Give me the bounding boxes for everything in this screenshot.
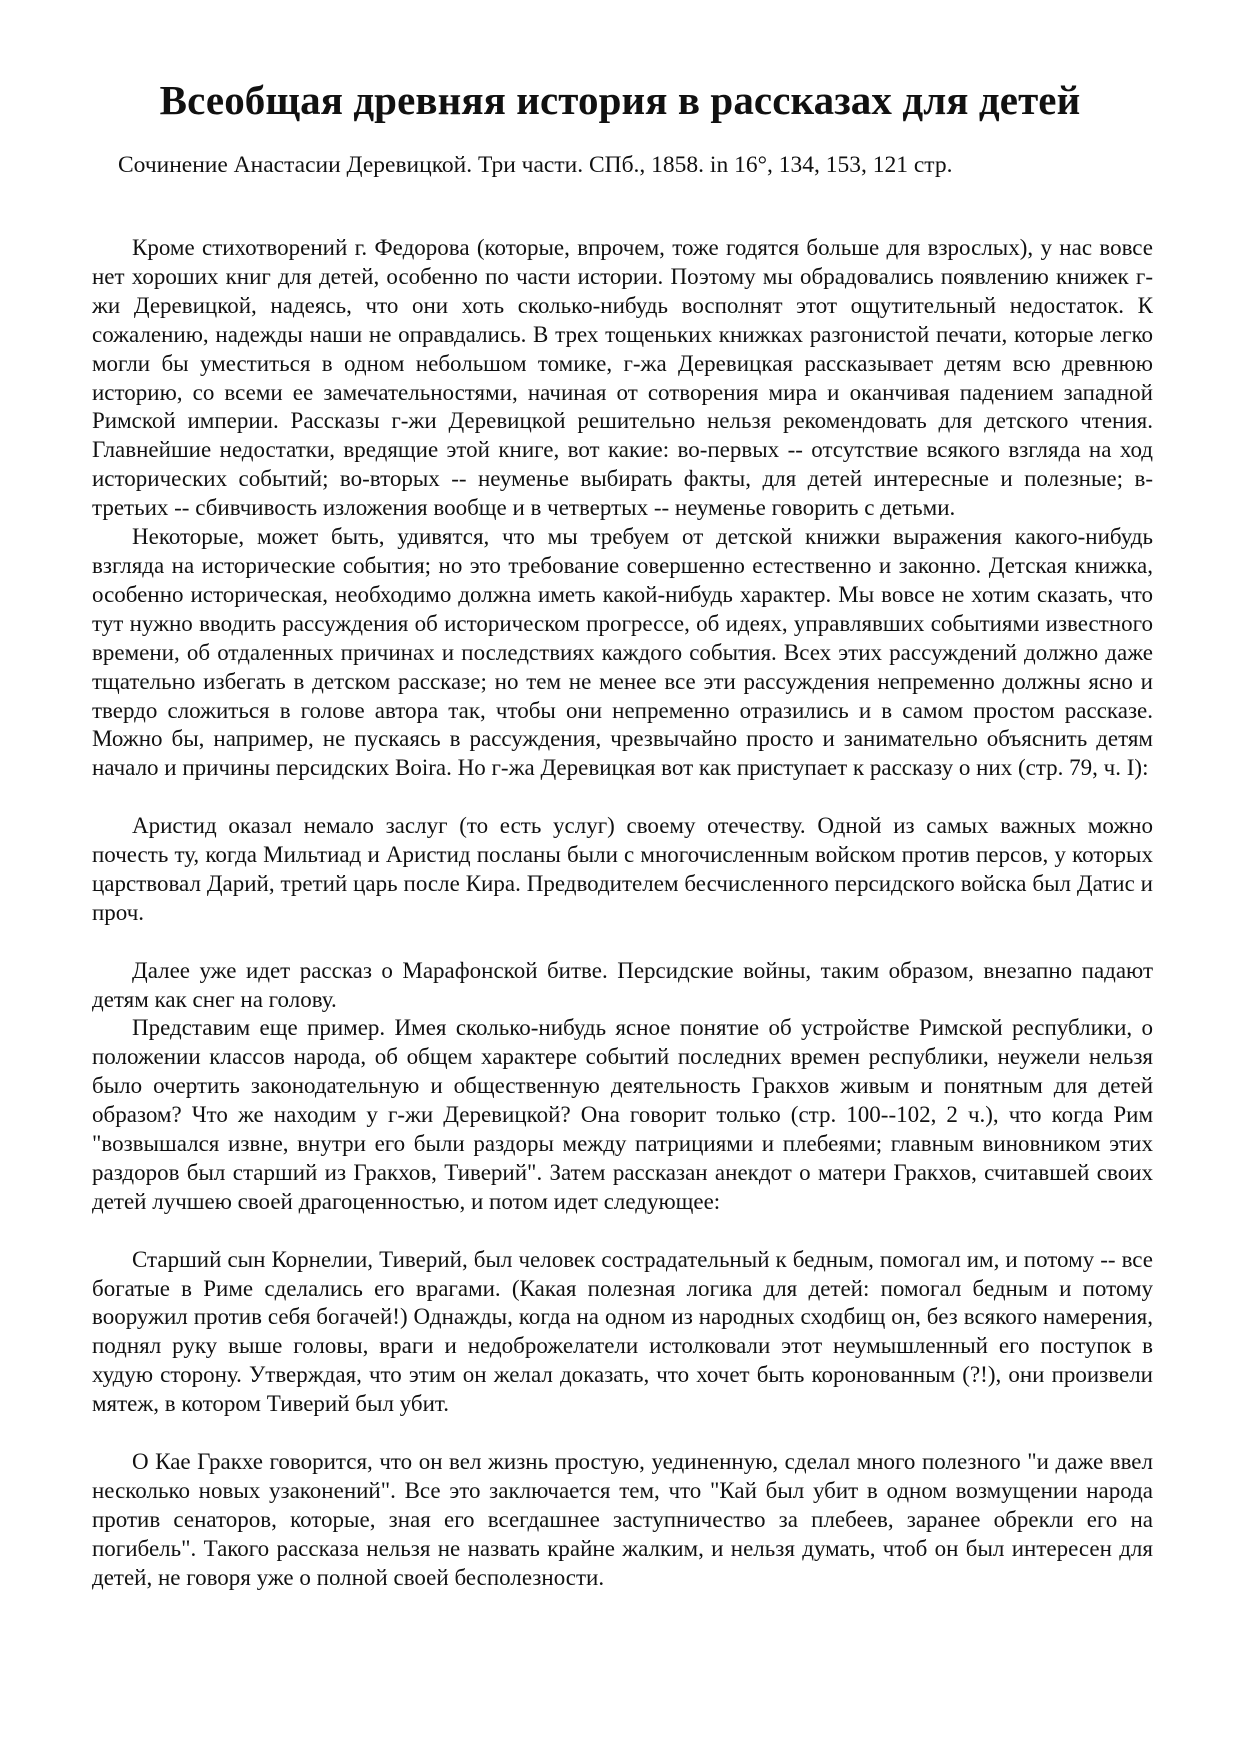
paragraph: Представим еще пример. Имея сколько-нибудь ясное понятие об устройстве Римской республики, о положении классов народа, об общем характере событий последних времен республики, неужели нельзя было очертить законодательную и общественную деятельность Гракхов живым и понятным для детей образом? Что же находим у г-жи Деревицкой? Она говорит только (стр. 100--102, 2 ч.), что когда Рим "возвышался извне, внутри его были раздоры между патрициями и плебеями; главным виновником этих раздоров был старший из Гракхов, Тиверий". Затем рассказан анекдот о матери Гракхов, считавшей своих детей лучшею своей драгоценностью, и потом идет следующее:: [92, 1015, 1153, 1214]
paragraph: Некоторые, может быть, удивятся, что мы требуем от детской книжки выражения какого-нибудь взгляда на исторические события; но это требование совершенно естественно и законно. Детская книжка, особенно историческая, необходимо должна иметь какой-нибудь характер. Мы вовсе не хотим сказать, что тут нужно вводить рассуждения об историческом прогрессе, об идеях, управлявших событиями известного времени, об отдаленных причинах и последствиях каждого события. Всех этих рассуждений должно даже тщательно избегать в детском рассказе; но тем не менее все эти рассуждения непременно должны ясно и твердо сложиться в голове автора так, чтобы они непременно отразились и в самом простом рассказе. Можно бы, например, не пускаясь в рассуждения, чрезвычайно просто и занимательно объяснить детям начало и причины персидских Boira. Но г-жа Деревицкая вот как приступает к рассказу о них (стр. 79, ч. I):: [92, 524, 1153, 781]
quote-paragraph: Аристид оказал немало заслуг (то есть услуг) своему отечеству. Одной из самых важных можно почесть ту, когда Мильтиад и Аристид посланы были с многочисленным войском против персов, у которых царствовал Дарий, третий царь после Кира. Предводителем бесчисленного персидского войска был Датис и проч.: [92, 813, 1153, 925]
document-title: Всеобщая древняя история в рассказах для детей: [159, 77, 1081, 123]
document-body: [92, 234, 1153, 1593]
paragraph: О Кае Гракхе говорится, что он вел жизнь простую, уединенную, сделал много полезного "и даже ввел несколько новых узаконений". Все это заключается тем, что "Кай был убит в одном возмущении народа против сенаторов, которые, зная его всегдашнее заступничество за плебеев, заранее обрекли его на погибель". Такого рассказа нельзя не назвать крайне жалким, и нельзя думать, чтоб он был интересен для детей, не говоря уже о полной своей бесполезности.: [92, 1449, 1153, 1590]
paragraph: Далее уже идет рассказ о Марафонской битве. Персидские войны, таким образом, внезапно падают детям как снег на голову.: [92, 957, 1153, 1012]
quote-paragraph: Старший сын Корнелии, Тиверий, был человек сострадательный к бедным, помогал им, и потому -- все богатые в Риме сделались его врагами. (Какая полезная логика для детей: помогал бедным и потому вооружил против себя богачей!) Однажды, когда на одном из народных сходбищ он, без всякого намерения, поднял руку выше головы, враги и недоброжелатели истолковали этот неумышленный его поступок в худую сторону. Утверждая, что этим он желал доказать, что хочет быть коронованным (?!), они произвели мятеж, в котором Тиверий был убит.: [92, 1246, 1153, 1417]
paragraph: Кроме стихотворений г. Федорова (которые, впрочем, тоже годятся больше для взрослых), у нас вовсе нет хороших книг для детей, особенно по части истории. Поэтому мы обрадовались появлению книжек г-жи Деревицкой, надеясь, что они хоть сколько-нибудь восполнят этот ощутительный недостаток. К сожалению, надежды наши не оправдались. В трех тощеньких книжках разгонистой печати, которые легко могли бы уместиться в одном небольшом томике, г-жа Деревицкая рассказывает детям всю древнюю историю, со всеми ее замечательностями, начиная от сотворения мира и оканчивая падением западной Римской империи. Рассказы г-жи Деревицкой решительно нельзя рекомендовать для детского чтения. Главнейшие недостатки, вредящие этой книге, вот какие: во-первых -- отсутствие всякого взгляда на ход исторических событий; во-вторых -- неуменье выбирать факты, для детей интересные и полезные; в-третьих -- сбивчивость изложения вообще и в четвертых -- неуменье говорить с детьми.: [92, 235, 1153, 521]
document-subtitle: Сочинение Анастасии Деревицкой. Три части. СПб., 1858. in 16°, 134, 153, 121 стр.: [118, 152, 953, 178]
